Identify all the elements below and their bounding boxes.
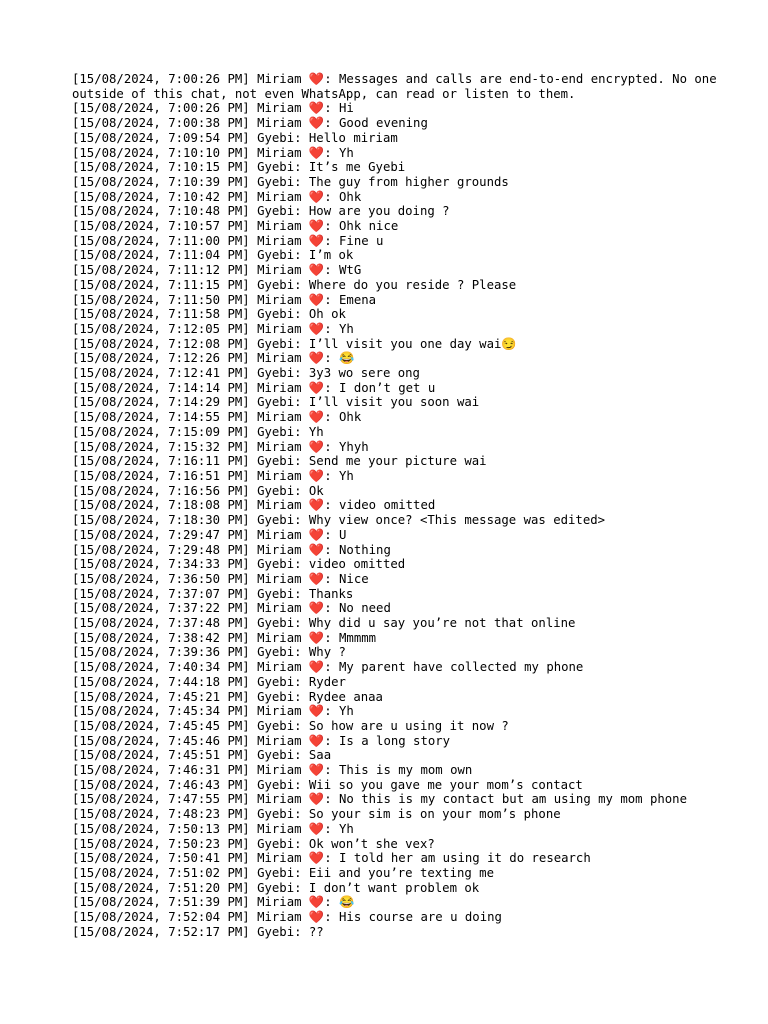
chat-message-line: [15/08/2024, 7:50:13 PM] Miriam ❤️: Yh	[72, 821, 354, 836]
chat-message-line: [15/08/2024, 7:44:18 PM] Gyebi: Ryder	[72, 674, 346, 689]
chat-message-line: [15/08/2024, 7:40:34 PM] Miriam ❤️: My parent have collected my phone	[72, 660, 584, 675]
chat-message-line: [15/08/2024, 7:10:48 PM] Gyebi: How are you doing ?	[72, 204, 450, 219]
chat-message-line: [15/08/2024, 7:11:04 PM] Gyebi: I’m ok	[72, 248, 354, 263]
chat-message-line: [15/08/2024, 7:37:22 PM] Miriam ❤️: No need	[72, 601, 391, 616]
message-list	[72, 72, 725, 939]
chat-transcript	[72, 72, 725, 939]
chat-message-line: [15/08/2024, 7:10:15 PM] Gyebi: It’s me Gyebi	[72, 160, 406, 175]
chat-message-line: [15/08/2024, 7:00:26 PM] Miriam ❤️: Messages and calls are end-to-end encrypted. No one outside of this chat, not even WhatsApp, can read or listen to them.	[72, 72, 725, 101]
chat-message-line: [15/08/2024, 7:51:02 PM] Gyebi: Eii and you’re texting me	[72, 865, 494, 880]
chat-message-line: [15/08/2024, 7:52:04 PM] Miriam ❤️: His course are u doing	[72, 910, 502, 925]
chat-message-line: [15/08/2024, 7:16:56 PM] Gyebi: Ok	[72, 483, 324, 498]
chat-message-line: [15/08/2024, 7:10:10 PM] Miriam ❤️: Yh	[72, 145, 354, 160]
chat-message-line: [15/08/2024, 7:18:30 PM] Gyebi: Why view once? <This message was edited>	[72, 513, 606, 528]
chat-message-line: [15/08/2024, 7:36:50 PM] Miriam ❤️: Nice	[72, 571, 369, 586]
chat-message-line: [15/08/2024, 7:14:14 PM] Miriam ❤️: I don’t get u	[72, 380, 436, 395]
chat-message-line: [15/08/2024, 7:29:47 PM] Miriam ❤️: U	[72, 527, 347, 542]
chat-message-line: [15/08/2024, 7:45:51 PM] Gyebi: Saa	[72, 748, 332, 763]
chat-message-line: [15/08/2024, 7:16:11 PM] Gyebi: Send me your picture wai	[72, 454, 487, 469]
chat-message-line: [15/08/2024, 7:47:55 PM] Miriam ❤️: No this is my contact but am using my mom phone	[72, 792, 687, 807]
chat-message-line: [15/08/2024, 7:09:54 PM] Gyebi: Hello miriam	[72, 130, 398, 145]
chat-message-line: [15/08/2024, 7:10:39 PM] Gyebi: The guy from higher grounds	[72, 174, 509, 189]
chat-message-line: [15/08/2024, 7:37:07 PM] Gyebi: Thanks	[72, 586, 354, 601]
chat-message-line: [15/08/2024, 7:12:26 PM] Miriam ❤️: 😂	[72, 351, 355, 366]
chat-message-line: [15/08/2024, 7:11:50 PM] Miriam ❤️: Emena	[72, 292, 377, 307]
chat-message-line: [15/08/2024, 7:34:33 PM] Gyebi: video omitted	[72, 557, 406, 572]
chat-message-line: [15/08/2024, 7:38:42 PM] Miriam ❤️: Mmmmm	[72, 630, 377, 645]
chat-message-line: [15/08/2024, 7:15:09 PM] Gyebi: Yh	[72, 424, 324, 439]
chat-message-line: [15/08/2024, 7:45:45 PM] Gyebi: So how are u using it now ?	[72, 718, 509, 733]
chat-message-line: [15/08/2024, 7:11:12 PM] Miriam ❤️: WtG	[72, 263, 362, 278]
chat-message-line: [15/08/2024, 7:50:41 PM] Miriam ❤️: I told her am using it do research	[72, 851, 591, 866]
chat-message-line: [15/08/2024, 7:11:00 PM] Miriam ❤️: Fine u	[72, 233, 384, 248]
chat-message-line: [15/08/2024, 7:10:42 PM] Miriam ❤️: Ohk	[72, 189, 362, 204]
chat-message-line: [15/08/2024, 7:50:23 PM] Gyebi: Ok won’t she vex?	[72, 836, 435, 851]
chat-message-line: [15/08/2024, 7:45:21 PM] Gyebi: Rydee anaa	[72, 689, 383, 704]
chat-message-line: [15/08/2024, 7:45:46 PM] Miriam ❤️: Is a long story	[72, 733, 451, 748]
chat-message-line: [15/08/2024, 7:18:08 PM] Miriam ❤️: video omitted	[72, 498, 436, 513]
chat-message-line: [15/08/2024, 7:12:08 PM] Gyebi: I’ll visit you one day wai😏	[72, 336, 517, 351]
chat-message-line: [15/08/2024, 7:46:43 PM] Gyebi: Wii so you gave me your mom’s contact	[72, 777, 583, 792]
chat-message-line: [15/08/2024, 7:15:32 PM] Miriam ❤️: Yhyh	[72, 439, 369, 454]
chat-message-line: [15/08/2024, 7:10:57 PM] Miriam ❤️: Ohk nice	[72, 219, 399, 234]
chat-message-line: [15/08/2024, 7:45:34 PM] Miriam ❤️: Yh	[72, 704, 354, 719]
chat-message-line: [15/08/2024, 7:52:17 PM] Gyebi: ??	[72, 924, 324, 939]
chat-message-line: [15/08/2024, 7:00:38 PM] Miriam ❤️: Good evening	[72, 116, 428, 131]
chat-message-line: [15/08/2024, 7:46:31 PM] Miriam ❤️: This is my mom own	[72, 763, 473, 778]
chat-message-line: [15/08/2024, 7:12:41 PM] Gyebi: 3y3 wo sere ong	[72, 366, 420, 381]
chat-message-line: [15/08/2024, 7:48:23 PM] Gyebi: So your sim is on your mom’s phone	[72, 807, 561, 822]
chat-message-line: [15/08/2024, 7:39:36 PM] Gyebi: Why ?	[72, 645, 346, 660]
chat-message-line: [15/08/2024, 7:16:51 PM] Miriam ❤️: Yh	[72, 468, 354, 483]
chat-message-line: [15/08/2024, 7:14:29 PM] Gyebi: I’ll visit you soon wai	[72, 395, 480, 410]
chat-message-line: [15/08/2024, 7:51:20 PM] Gyebi: I don’t want problem ok	[72, 880, 480, 895]
chat-message-line: [15/08/2024, 7:14:55 PM] Miriam ❤️: Ohk	[72, 410, 362, 425]
chat-message-line: [15/08/2024, 7:29:48 PM] Miriam ❤️: Nothing	[72, 542, 391, 557]
chat-message-line: [15/08/2024, 7:00:26 PM] Miriam ❤️: Hi	[72, 101, 354, 116]
chat-message-line: [15/08/2024, 7:12:05 PM] Miriam ❤️: Yh	[72, 321, 354, 336]
chat-message-line: [15/08/2024, 7:11:58 PM] Gyebi: Oh ok	[72, 307, 346, 322]
chat-message-line: [15/08/2024, 7:37:48 PM] Gyebi: Why did u say you’re not that online	[72, 616, 576, 631]
chat-message-line: [15/08/2024, 7:51:39 PM] Miriam ❤️: 😂	[72, 895, 355, 910]
chat-message-line: [15/08/2024, 7:11:15 PM] Gyebi: Where do you reside ? Please	[72, 277, 517, 292]
